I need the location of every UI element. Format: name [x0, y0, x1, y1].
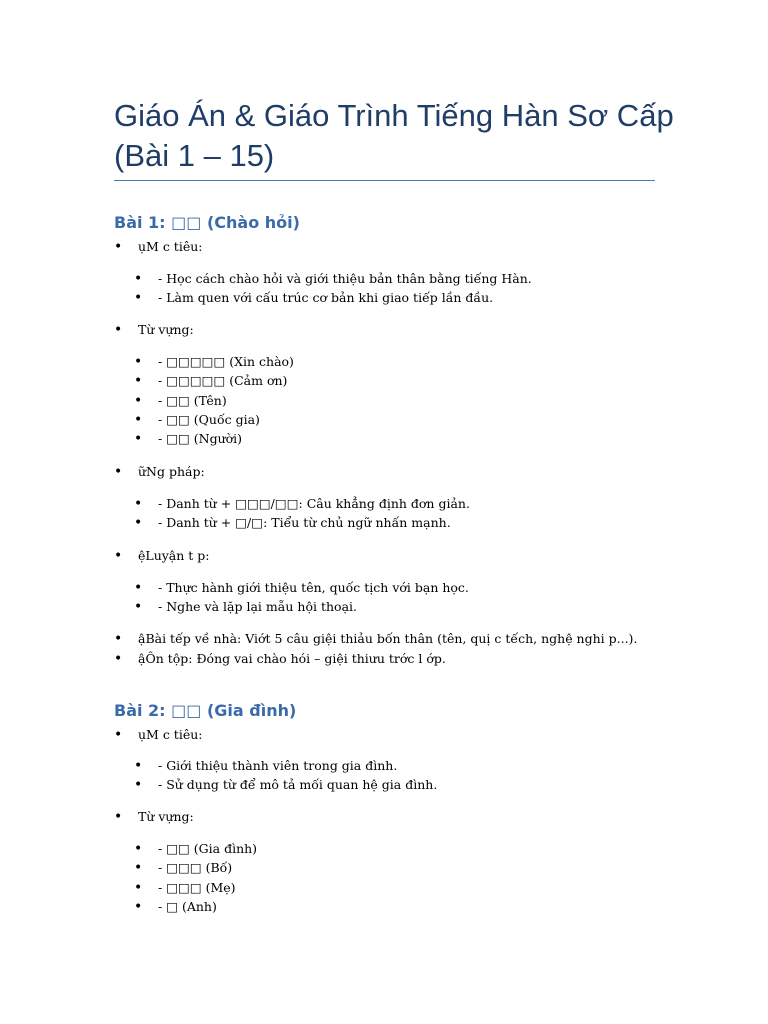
- title-line-1: Giáo Án & Giáo Trình Tiếng Hàn Sơ Cấp: [114, 98, 674, 133]
- objective-label: ụM c tiêu:: [138, 727, 203, 742]
- vocab-label: Từ vựng:: [138, 809, 194, 824]
- bullet-icon: •: [134, 354, 143, 370]
- bullet-icon: •: [114, 548, 123, 564]
- bullet-icon: •: [134, 880, 143, 896]
- bullet-icon: •: [134, 599, 143, 615]
- bullet-icon: •: [134, 393, 143, 409]
- bullet-icon: •: [134, 431, 143, 447]
- grammar-label: ữNg pháp:: [138, 464, 205, 479]
- bullet-icon: •: [134, 777, 143, 793]
- bullet-icon: •: [134, 580, 143, 596]
- bullet-icon: •: [114, 239, 123, 255]
- document-page: Giáo Án & Giáo Trình Tiếng Hàn Sơ Cấp (Bài 1 – 15) Bài 1: □□ (Chào hỏi) • ụM c tiêu: • - Học cách chào hỏi và giới thiệu bản thân bằng tiếng Hàn. • - Làm quen với cấu trúc cơ bản khi giao tiếp lần đầu. • Từ vựng: • - □□□□□ (Xin chào) • - □□□□□ (Cảm ơn) • - □□ (Tên) • - □□ (Quốc gia) • - □□ (Người) • ữNg pháp: • - Danh từ + □□□/□□: Câu khẳng định đơn giản. • - Danh từ + □/□: Tiểu từ chủ ngữ nhấn mạnh. • ệLuyận t p: • - Thực hành giới thiệu tên, quốc tịch với bạn học. • - Nghe và lặp lại mẫu hội thoại. • ậBài tếp về nhà: Viớt 5 câu giệi thiảu bốn thân (tên, quị c tếch, nghệ nghi p...). • ậÔn tộp: Đóng vai chào hói – giệi thiưu trớc l ớp. Bài 2: □□ (Gia đình) • ụM c tiêu: • - Giới thiệu thành viên trong gia đình. • - Sử dụng từ để mô tả mối quan hệ gia đình. • Từ vựng: • - □□ (Gia đình) • - □□□ (Bố) • - □□□ (Mẹ) • - □ (Anh): [114, 98, 674, 915]
- lesson-2-heading: Bài 2: □□ (Gia đình): [114, 701, 297, 720]
- bullet-icon: •: [134, 271, 143, 287]
- vocab-label: Từ vựng:: [138, 322, 194, 337]
- bullet-icon: •: [134, 290, 143, 306]
- bullet-icon: •: [134, 496, 143, 512]
- bullet-icon: •: [134, 515, 143, 531]
- objective-label: ụM c tiêu:: [138, 239, 203, 254]
- bullet-icon: •: [134, 899, 143, 915]
- bullet-icon: •: [114, 727, 123, 743]
- bullet-icon: •: [134, 841, 143, 857]
- practice-label: ệLuyận t p:: [138, 548, 210, 563]
- title-line-2: (Bài 1 – 15): [114, 138, 275, 173]
- bullet-icon: •: [114, 464, 123, 480]
- bullet-icon: •: [114, 651, 123, 667]
- bullet-icon: •: [134, 860, 143, 876]
- bullet-icon: •: [134, 373, 143, 389]
- bullet-icon: •: [134, 412, 143, 428]
- bullet-icon: •: [114, 631, 123, 647]
- lesson-1-heading: Bài 1: □□ (Chào hỏi): [114, 213, 300, 232]
- bullet-icon: •: [114, 809, 123, 825]
- bullet-icon: •: [114, 322, 123, 338]
- bullet-icon: •: [134, 758, 143, 774]
- title-divider: [114, 180, 655, 181]
- document-title: [114, 96, 674, 176]
